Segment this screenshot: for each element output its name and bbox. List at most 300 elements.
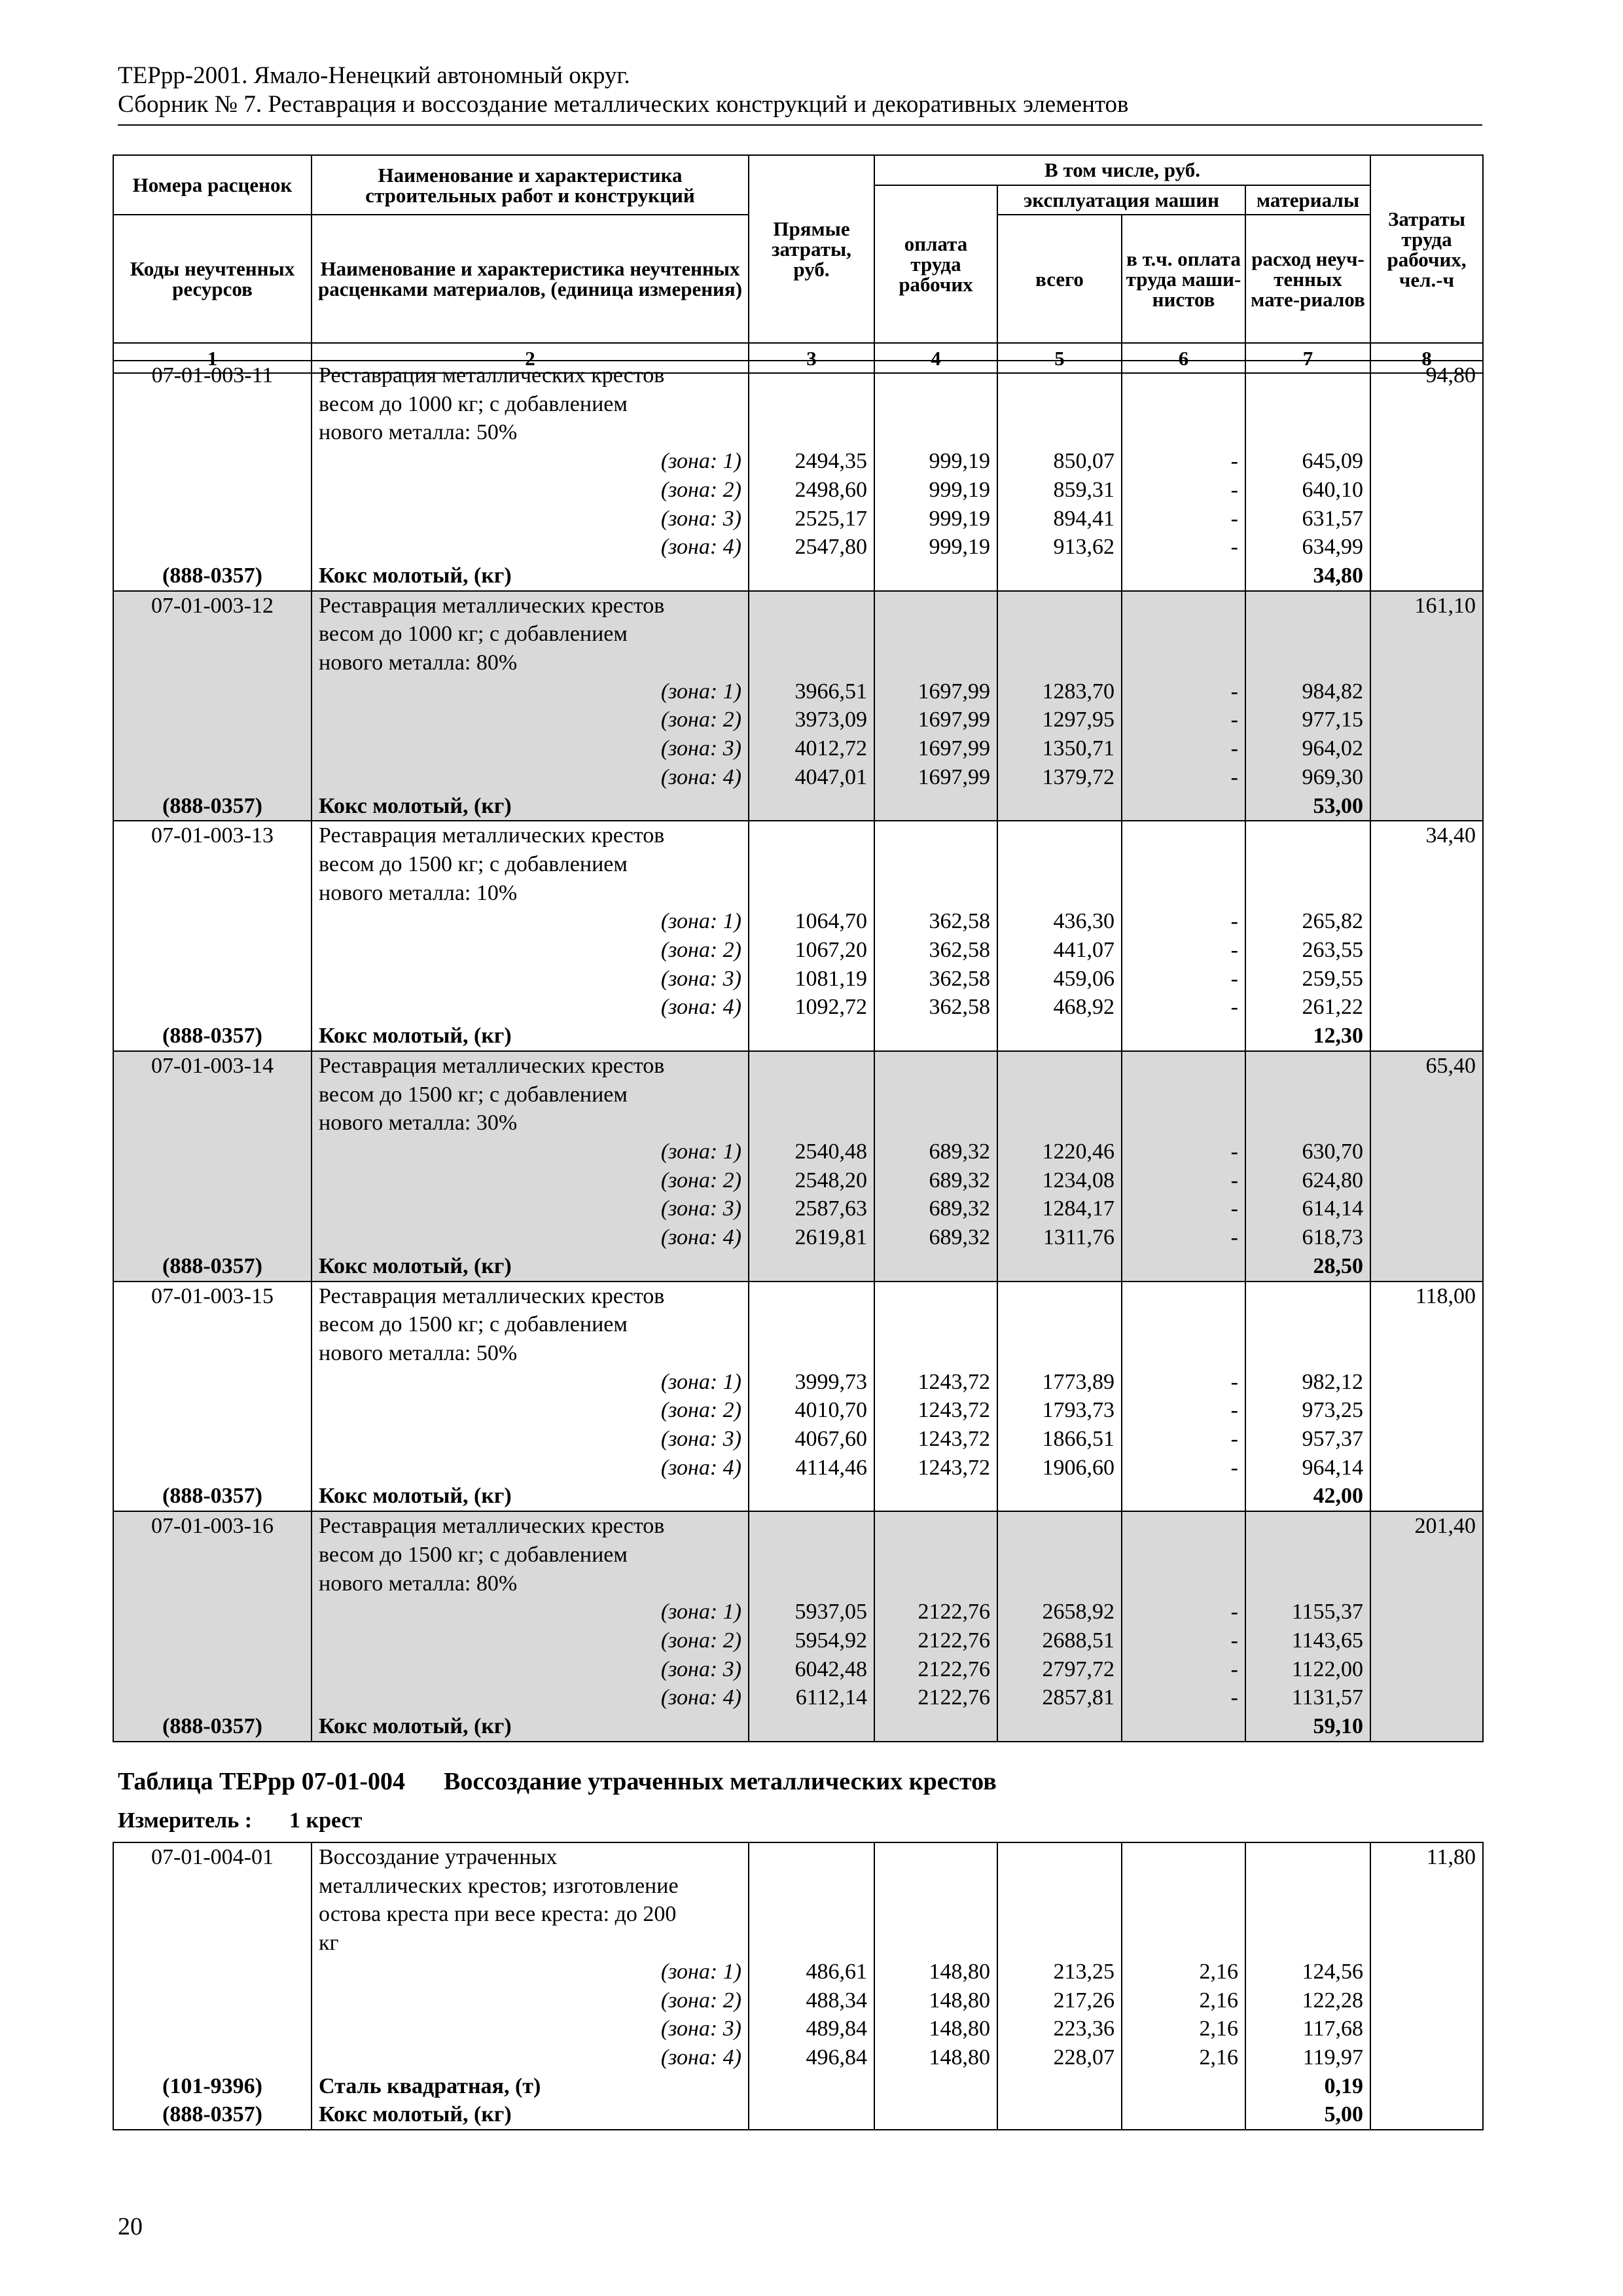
rate-description: Реставрация металлических крестов (312, 1282, 749, 1311)
empty-cell (749, 1081, 874, 1109)
empty-cell (1370, 390, 1483, 419)
rate-description-row (113, 1109, 1483, 1138)
resource-code: (888-0357) (113, 1252, 312, 1282)
materials-value: 984,82 (1245, 677, 1370, 706)
rate-description-row (113, 1541, 1483, 1570)
empty-cell (749, 792, 874, 821)
resource-name: Кокс молотый, (кг) (312, 1482, 749, 1511)
zone-row (113, 1683, 1483, 1712)
zone-row (113, 677, 1483, 706)
materials-value: 630,70 (1245, 1138, 1370, 1166)
worker-wages-value: 689,32 (874, 1194, 997, 1223)
worker-wages-value: 1243,72 (874, 1396, 997, 1425)
direct-costs-value: 489,84 (749, 2015, 874, 2043)
labor-hours: 11,80 (1370, 1842, 1483, 1872)
materials-value: 631,57 (1245, 505, 1370, 533)
empty-cell (1370, 620, 1483, 649)
resource-row (113, 2100, 1483, 2130)
empty-cell (113, 965, 312, 994)
empty-cell (874, 1022, 997, 1051)
rate-description: весом до 1500 кг; с добавлением (312, 1541, 749, 1570)
empty-cell (749, 1541, 874, 1570)
machinist-wages-value: - (1122, 907, 1245, 936)
empty-cell (1370, 533, 1483, 562)
resource-name: Кокс молотый, (кг) (312, 792, 749, 821)
zone-row (113, 1223, 1483, 1252)
empty-cell (1370, 1339, 1483, 1368)
machinist-wages-value: - (1122, 505, 1245, 533)
materials-value: 259,55 (1245, 965, 1370, 994)
empty-cell (997, 1022, 1122, 1051)
zone-label: (зона: 2) (312, 1396, 749, 1425)
empty-cell (113, 533, 312, 562)
machinist-wages-value: - (1122, 1683, 1245, 1712)
empty-cell (113, 1872, 312, 1901)
empty-cell (874, 1252, 997, 1282)
empty-cell (749, 591, 874, 620)
direct-costs-value: 2498,60 (749, 476, 874, 505)
machine-total-value: 228,07 (997, 2043, 1122, 2072)
machine-total-value: 1773,89 (997, 1368, 1122, 1397)
empty-cell (1245, 1282, 1370, 1311)
empty-cell (997, 1109, 1122, 1138)
empty-cell (113, 993, 312, 1022)
empty-cell (749, 418, 874, 447)
empty-cell (874, 1339, 997, 1368)
empty-cell (1370, 1900, 1483, 1929)
rate-code: 07-01-003-12 (113, 591, 312, 620)
machinist-wages-value: - (1122, 533, 1245, 562)
empty-cell (113, 879, 312, 908)
empty-cell (1245, 1872, 1370, 1901)
resource-code: (888-0357) (113, 1712, 312, 1742)
empty-cell (1370, 706, 1483, 734)
machinist-wages-value: 2,16 (1122, 2043, 1245, 2072)
empty-cell (1370, 2100, 1483, 2130)
worker-wages-value: 148,80 (874, 1958, 997, 1986)
machine-total-value: 459,06 (997, 965, 1122, 994)
empty-cell (749, 1310, 874, 1339)
empty-cell (1122, 1511, 1245, 1541)
empty-cell (1122, 418, 1245, 447)
machine-total-value: 1283,70 (997, 677, 1122, 706)
machinist-wages-value: - (1122, 1166, 1245, 1195)
rate-description: Реставрация металлических крестов (312, 591, 749, 620)
rate-header-row (113, 1051, 1483, 1081)
empty-cell (1245, 1511, 1370, 1541)
empty-cell (874, 390, 997, 419)
empty-cell (113, 936, 312, 965)
machine-total-value: 2658,92 (997, 1598, 1122, 1626)
resource-name: Кокс молотый, (кг) (312, 562, 749, 591)
empty-cell (113, 1900, 312, 1929)
measure-label: Измеритель : (118, 1808, 253, 1833)
empty-cell (874, 1712, 997, 1742)
empty-cell (1370, 1223, 1483, 1252)
empty-cell (749, 620, 874, 649)
zone-label: (зона: 3) (312, 965, 749, 994)
materials-value: 645,09 (1245, 447, 1370, 476)
machinist-wages-value: - (1122, 706, 1245, 734)
empty-cell (1370, 1425, 1483, 1454)
empty-cell (1370, 763, 1483, 792)
rate-description: Реставрация металлических крестов (312, 1051, 749, 1081)
empty-cell (1245, 1900, 1370, 1929)
resource-row (113, 1482, 1483, 1511)
labor-hours: 94,80 (1370, 361, 1483, 390)
direct-costs-value: 4067,60 (749, 1425, 874, 1454)
direct-costs-value: 1067,20 (749, 936, 874, 965)
machine-total-value: 217,26 (997, 1986, 1122, 2015)
empty-cell (1370, 1598, 1483, 1626)
empty-cell (997, 1339, 1122, 1368)
zone-label: (зона: 3) (312, 1194, 749, 1223)
empty-cell (113, 1986, 312, 2015)
empty-cell (749, 879, 874, 908)
empty-cell (1122, 792, 1245, 821)
machinist-wages-value: - (1122, 993, 1245, 1022)
empty-cell (1370, 1109, 1483, 1138)
empty-cell (1370, 936, 1483, 965)
zone-row (113, 706, 1483, 734)
empty-cell (113, 1929, 312, 1958)
zone-label: (зона: 2) (312, 476, 749, 505)
worker-wages-value: 999,19 (874, 447, 997, 476)
empty-cell (997, 821, 1122, 850)
materials-value: 117,68 (1245, 2015, 1370, 2043)
empty-cell (997, 1929, 1122, 1958)
empty-cell (749, 821, 874, 850)
rate-header-row (113, 1282, 1483, 1311)
rates-table-07-01-003 (113, 360, 1484, 1742)
rate-description: Реставрация металлических крестов (312, 1511, 749, 1541)
empty-cell (1122, 649, 1245, 677)
empty-cell (997, 879, 1122, 908)
empty-cell (1370, 1986, 1483, 2015)
machine-total-value: 213,25 (997, 1958, 1122, 1986)
zone-row (113, 763, 1483, 792)
empty-cell (1122, 821, 1245, 850)
rate-description: весом до 1500 кг; с добавлением (312, 1310, 749, 1339)
rate-description: кг (312, 1929, 749, 1958)
empty-cell (997, 361, 1122, 390)
worker-wages-value: 999,19 (874, 505, 997, 533)
empty-cell (1370, 2043, 1483, 2072)
resource-row (113, 562, 1483, 591)
empty-cell (1370, 993, 1483, 1022)
resource-code: (888-0357) (113, 2100, 312, 2130)
zone-row (113, 1986, 1483, 2015)
empty-cell (113, 1570, 312, 1598)
empty-cell (1370, 1541, 1483, 1570)
resource-name: Кокс молотый, (кг) (312, 1252, 749, 1282)
zone-label: (зона: 2) (312, 1166, 749, 1195)
resource-code: (888-0357) (113, 792, 312, 821)
rate-header-row (113, 821, 1483, 850)
empty-cell (749, 361, 874, 390)
empty-cell (1122, 1109, 1245, 1138)
empty-cell (874, 649, 997, 677)
empty-cell (997, 2072, 1122, 2101)
machine-total-value: 850,07 (997, 447, 1122, 476)
col-num-2: 2 (312, 343, 749, 373)
empty-cell (874, 361, 997, 390)
worker-wages-value: 1697,99 (874, 706, 997, 734)
empty-cell (997, 1282, 1122, 1311)
resource-row (113, 1712, 1483, 1742)
empty-cell (113, 620, 312, 649)
col-num-1: 1 (113, 343, 312, 373)
zone-label: (зона: 4) (312, 1683, 749, 1712)
empty-cell (997, 1712, 1122, 1742)
empty-cell (1370, 1022, 1483, 1051)
rate-header-row (113, 361, 1483, 390)
empty-cell (113, 390, 312, 419)
machine-total-value: 1906,60 (997, 1454, 1122, 1482)
machine-total-value: 1220,46 (997, 1138, 1122, 1166)
rate-header-row (113, 1511, 1483, 1541)
empty-cell (749, 2100, 874, 2130)
empty-cell (749, 1570, 874, 1598)
direct-costs-value: 2547,80 (749, 533, 874, 562)
table-header (113, 154, 1484, 374)
empty-cell (1122, 879, 1245, 908)
machine-total-value: 1297,95 (997, 706, 1122, 734)
rate-description: остова креста при весе креста: до 200 (312, 1900, 749, 1929)
zone-label: (зона: 4) (312, 763, 749, 792)
measure-value: 1 крест (289, 1808, 363, 1833)
machine-total-value: 1866,51 (997, 1425, 1122, 1454)
empty-cell (874, 1842, 997, 1872)
table-caption-name: Воссоздание утраченных металлических крестов (444, 1768, 997, 1795)
empty-cell (1370, 1655, 1483, 1684)
rate-description: Реставрация металлических крестов (312, 361, 749, 390)
empty-cell (1370, 1166, 1483, 1195)
empty-cell (874, 1081, 997, 1109)
machine-total-value: 913,62 (997, 533, 1122, 562)
materials-value: 977,15 (1245, 706, 1370, 734)
direct-costs-value: 486,61 (749, 1958, 874, 1986)
empty-cell (1370, 879, 1483, 908)
machine-total-value: 223,36 (997, 2015, 1122, 2043)
empty-cell (874, 1872, 997, 1901)
empty-cell (113, 1598, 312, 1626)
empty-cell (874, 1541, 997, 1570)
rate-description: нового металла: 80% (312, 649, 749, 677)
rate-description: весом до 1000 кг; с добавлением (312, 390, 749, 419)
empty-cell (1122, 1081, 1245, 1109)
direct-costs-value: 3966,51 (749, 677, 874, 706)
empty-cell (113, 1454, 312, 1482)
resource-row (113, 1252, 1483, 1282)
machinist-wages-value: 2,16 (1122, 2015, 1245, 2043)
zone-row (113, 993, 1483, 1022)
rate-description-row (113, 1570, 1483, 1598)
materials-value: 969,30 (1245, 763, 1370, 792)
zone-row (113, 1958, 1483, 1986)
empty-cell (874, 1282, 997, 1311)
rate-description: нового металла: 80% (312, 1570, 749, 1598)
empty-cell (1370, 1138, 1483, 1166)
zone-row (113, 1454, 1483, 1482)
empty-cell (113, 447, 312, 476)
empty-cell (1370, 649, 1483, 677)
worker-wages-value: 148,80 (874, 1986, 997, 2015)
header-rate-numbers: Номера расценок (113, 155, 312, 215)
machine-total-value: 1350,71 (997, 734, 1122, 763)
materials-value: 640,10 (1245, 476, 1370, 505)
empty-cell (1245, 850, 1370, 879)
machine-total-value: 468,92 (997, 993, 1122, 1022)
empty-cell (113, 706, 312, 734)
empty-cell (874, 792, 997, 821)
header-divider (118, 124, 1482, 126)
empty-cell (1245, 1929, 1370, 1958)
zone-row (113, 533, 1483, 562)
empty-cell (997, 1051, 1122, 1081)
empty-cell (1245, 1051, 1370, 1081)
zone-row (113, 1425, 1483, 1454)
table-caption (118, 1767, 997, 1796)
rate-description-row (113, 418, 1483, 447)
rate-description-row (113, 1872, 1483, 1901)
zone-label: (зона: 4) (312, 533, 749, 562)
empty-cell (874, 2100, 997, 2130)
rate-code: 07-01-003-16 (113, 1511, 312, 1541)
empty-cell (1245, 591, 1370, 620)
empty-cell (874, 1109, 997, 1138)
empty-cell (874, 1929, 997, 1958)
empty-cell (1370, 476, 1483, 505)
empty-cell (1122, 1051, 1245, 1081)
rate-description: Воссоздание утраченных (312, 1842, 749, 1872)
empty-cell (997, 1081, 1122, 1109)
rate-code: 07-01-003-14 (113, 1051, 312, 1081)
empty-cell (1370, 2072, 1483, 2101)
empty-cell (874, 620, 997, 649)
machinist-wages-value: - (1122, 1396, 1245, 1425)
empty-cell (997, 562, 1122, 591)
direct-costs-value: 5937,05 (749, 1598, 874, 1626)
empty-cell (1370, 1252, 1483, 1282)
empty-cell (874, 1310, 997, 1339)
direct-costs-value: 3999,73 (749, 1368, 874, 1397)
materials-value: 957,37 (1245, 1425, 1370, 1454)
direct-costs-value: 2587,63 (749, 1194, 874, 1223)
machinist-wages-value: - (1122, 1454, 1245, 1482)
table-caption-title: Таблица ТЕРрр 07-01-004 (118, 1768, 406, 1795)
empty-cell (997, 390, 1122, 419)
worker-wages-value: 148,80 (874, 2043, 997, 2072)
empty-cell (997, 620, 1122, 649)
resource-name: Сталь квадратная, (т) (312, 2072, 749, 2101)
col-num-5: 5 (997, 343, 1122, 373)
empty-cell (1245, 1570, 1370, 1598)
worker-wages-value: 689,32 (874, 1138, 997, 1166)
rate-description-row (113, 1310, 1483, 1339)
header-work-name: Наименование и характеристика строительных работ и конструкций (312, 155, 749, 215)
empty-cell (749, 562, 874, 591)
direct-costs-value: 496,84 (749, 2043, 874, 2072)
header-incl-group: В том числе, руб. (874, 155, 1370, 185)
machinist-wages-value: - (1122, 936, 1245, 965)
empty-cell (749, 1109, 874, 1138)
worker-wages-value: 1243,72 (874, 1368, 997, 1397)
materials-value: 122,28 (1245, 1986, 1370, 2015)
empty-cell (113, 850, 312, 879)
labor-hours: 161,10 (1370, 591, 1483, 620)
empty-cell (1370, 1396, 1483, 1425)
empty-cell (1122, 1482, 1245, 1511)
empty-cell (1245, 649, 1370, 677)
zone-row (113, 1396, 1483, 1425)
empty-cell (113, 1166, 312, 1195)
empty-cell (1122, 361, 1245, 390)
measure-line (118, 1808, 362, 1833)
empty-cell (113, 1425, 312, 1454)
labor-hours: 201,40 (1370, 1511, 1483, 1541)
empty-cell (997, 2100, 1122, 2130)
zone-row (113, 447, 1483, 476)
worker-wages-value: 148,80 (874, 2015, 997, 2043)
zone-label: (зона: 1) (312, 1368, 749, 1397)
empty-cell (997, 649, 1122, 677)
machinist-wages-value: - (1122, 763, 1245, 792)
zone-label: (зона: 1) (312, 907, 749, 936)
materials-value: 1122,00 (1245, 1655, 1370, 1684)
empty-cell (1245, 1081, 1370, 1109)
machine-total-value: 441,07 (997, 936, 1122, 965)
header-direct-costs: Прямые затраты, руб. (749, 155, 874, 343)
empty-cell (749, 1339, 874, 1368)
empty-cell (1370, 965, 1483, 994)
zone-label: (зона: 3) (312, 1655, 749, 1684)
header-machinist-wages: в т.ч. оплата труда маши-нистов (1122, 215, 1245, 343)
empty-cell (1245, 361, 1370, 390)
empty-cell (997, 1511, 1122, 1541)
resource-quantity: 42,00 (1245, 1482, 1370, 1511)
resource-quantity: 59,10 (1245, 1712, 1370, 1742)
empty-cell (113, 677, 312, 706)
rate-code: 07-01-004-01 (113, 1842, 312, 1872)
materials-value: 634,99 (1245, 533, 1370, 562)
machinist-wages-value: - (1122, 1626, 1245, 1655)
zone-label: (зона: 2) (312, 1626, 749, 1655)
direct-costs-value: 4012,72 (749, 734, 874, 763)
zone-row (113, 1598, 1483, 1626)
materials-value: 263,55 (1245, 936, 1370, 965)
labor-hours: 65,40 (1370, 1051, 1483, 1081)
materials-value: 964,02 (1245, 734, 1370, 763)
machinist-wages-value: - (1122, 1368, 1245, 1397)
rate-description-row (113, 1081, 1483, 1109)
empty-cell (1245, 879, 1370, 908)
empty-cell (749, 1252, 874, 1282)
empty-cell (1370, 677, 1483, 706)
worker-wages-value: 2122,76 (874, 1683, 997, 1712)
empty-cell (749, 1929, 874, 1958)
resource-quantity: 34,80 (1245, 562, 1370, 591)
empty-cell (1122, 1310, 1245, 1339)
direct-costs-value: 6042,48 (749, 1655, 874, 1684)
rate-description: нового металла: 30% (312, 1109, 749, 1138)
zone-row (113, 734, 1483, 763)
zone-label: (зона: 2) (312, 706, 749, 734)
empty-cell (1122, 390, 1245, 419)
empty-cell (1370, 792, 1483, 821)
empty-cell (997, 591, 1122, 620)
zone-label: (зона: 3) (312, 505, 749, 533)
